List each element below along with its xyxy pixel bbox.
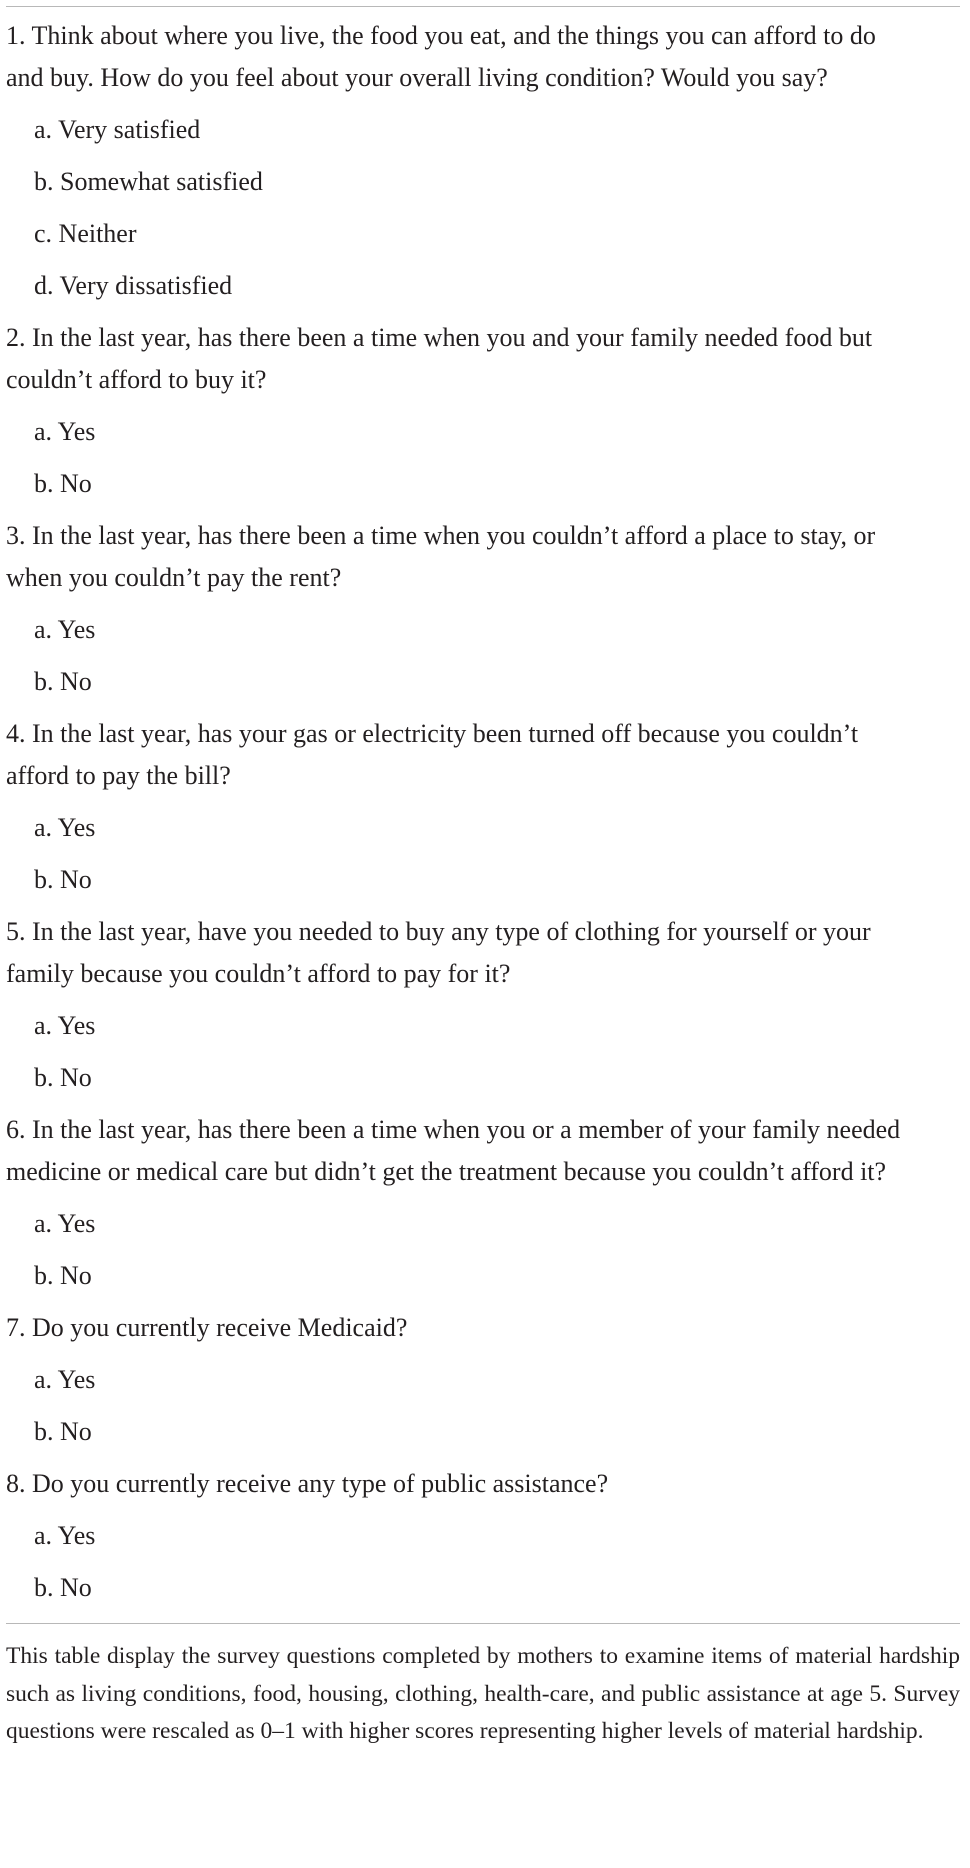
option: a. Yes [34, 1011, 96, 1040]
question-text: 1. Think about where you live, the food you eat, and the things you can afford to do and buy. How do you feel about your overall living condition? Would you say? [6, 21, 876, 92]
question-text: 3. In the last year, has there been a time when you couldn’t afford a place to stay, or when you couldn’t pay the rent? [6, 521, 876, 592]
option: b. No [34, 667, 92, 696]
question-6 [6, 1109, 966, 1297]
option: a. Yes [34, 1365, 96, 1394]
question-text: 5. In the last year, have you needed to buy any type of clothing for yourself or your family because you couldn’t afford to pay for it? [6, 917, 871, 988]
option: a. Yes [34, 1209, 96, 1238]
option: a. Yes [34, 615, 96, 644]
option: c. Neither [34, 219, 137, 248]
option: d. Very dissatisfied [34, 271, 233, 300]
option: b. No [34, 1417, 92, 1446]
option: b. No [34, 469, 92, 498]
question-text: 4. In the last year, has your gas or electricity been turned off because you couldn’t afford to pay the bill? [6, 719, 859, 790]
question-7 [6, 1307, 966, 1453]
question-1 [6, 15, 966, 307]
survey-table [6, 0, 966, 1751]
option: a. Yes [34, 813, 96, 842]
table-footnote: This table display the survey questions completed by mothers to examine items of material hardship such as living conditions, food, housing, clothing, health-care, and public assistance at age 5. Survey questions were rescaled as 0–1 with higher scores representing higher levels of material hardship. [6, 1643, 960, 1744]
option: b. Somewhat satisfied [34, 167, 263, 196]
option: a. Yes [34, 1521, 96, 1550]
option: b. No [34, 1573, 92, 1602]
question-5 [6, 911, 966, 1099]
bottom-rule [6, 1623, 960, 1624]
question-3 [6, 515, 966, 703]
question-text: 7. Do you currently receive Medicaid? [6, 1313, 408, 1342]
question-list [6, 7, 966, 1609]
option: a. Very satisfied [34, 115, 201, 144]
question-8 [6, 1463, 966, 1609]
question-2 [6, 317, 966, 505]
question-4 [6, 713, 966, 901]
option: b. No [34, 865, 92, 894]
question-text: 2. In the last year, has there been a time when you and your family needed food but couldn’t afford to buy it? [6, 323, 873, 394]
option: b. No [34, 1261, 92, 1290]
option: b. No [34, 1063, 92, 1092]
option: a. Yes [34, 417, 96, 446]
question-text: 6. In the last year, has there been a time when you or a member of your family needed medicine or medical care but didn’t get the treatment because you couldn’t afford it? [6, 1115, 901, 1186]
question-text: 8. Do you currently receive any type of public assistance? [6, 1469, 609, 1498]
